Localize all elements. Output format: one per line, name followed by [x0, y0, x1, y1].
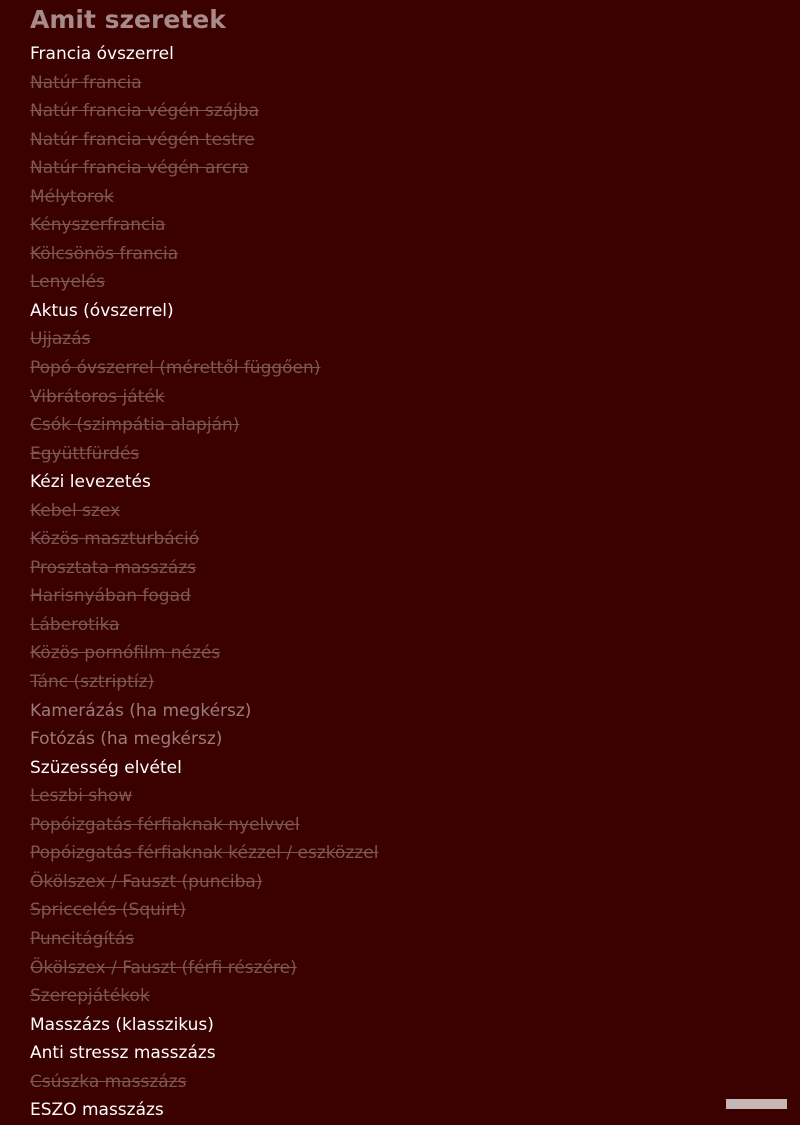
service-item: Mélytorok: [30, 186, 114, 207]
service-item: Szüzesség elvétel: [30, 757, 182, 778]
service-item: Láberotika: [30, 614, 120, 635]
service-item: Kézi levezetés: [30, 472, 151, 493]
service-item: Kamerázás (ha megkérsz): [30, 700, 252, 721]
service-item: Natúr francia végén testre: [30, 129, 255, 150]
service-item: Szerepjátékok: [30, 986, 150, 1007]
service-item: Popóizgatás férfiaknak kézzel / eszközzel: [30, 843, 379, 864]
service-item: Ökölszex / Fauszt (punciba): [30, 871, 263, 892]
service-item: Vibrátoros játék: [30, 386, 165, 407]
service-item: Natúr francia végén szájba: [30, 101, 260, 122]
service-item: Popóizgatás férfiaknak nyelvvel: [30, 814, 300, 835]
service-item: Prosztata masszázs: [30, 557, 197, 578]
service-item: Spriccelés (Squirt): [30, 900, 186, 921]
service-item: Csúszka masszázs: [30, 1071, 187, 1092]
section-title: Amit szeretek: [30, 5, 226, 34]
service-item: Aktus (óvszerrel): [30, 300, 174, 321]
service-item: Anti stressz masszázs: [30, 1043, 216, 1064]
service-item: Harisnyában fogad: [30, 586, 191, 607]
service-item: Masszázs (klasszikus): [30, 1014, 214, 1035]
service-item: Ujjazás: [30, 329, 91, 350]
service-item: Kebel szex: [30, 500, 121, 521]
service-item: Csók (szimpátia alapján): [30, 415, 240, 436]
service-item: ESZO masszázs: [30, 1100, 164, 1121]
service-item: Közös pornófilm nézés: [30, 643, 221, 664]
service-item: Kölcsönös francia: [30, 243, 179, 264]
service-item: Kényszerfrancia: [30, 215, 166, 236]
service-item: Tánc (sztriptíz): [30, 672, 155, 693]
service-item: Együttfürdés: [30, 443, 140, 464]
service-item: Fotózás (ha megkérsz): [30, 729, 223, 750]
service-item: Közös maszturbáció: [30, 529, 200, 550]
scroll-to-top-button[interactable]: [726, 1099, 787, 1109]
service-item: Francia óvszerrel: [30, 44, 174, 64]
services-section: [30, 0, 790, 1125]
service-item: Natúr francia: [30, 72, 142, 93]
service-item: Lenyelés: [30, 272, 105, 293]
service-item: Natúr francia végén arcra: [30, 158, 249, 179]
services-list: [30, 40, 790, 1125]
service-item: Popó óvszerrel (mérettől függően): [30, 358, 321, 379]
service-item: Puncitágítás: [30, 928, 135, 949]
service-item: Ökölszex / Fauszt (férfi részére): [30, 957, 297, 978]
service-item: Leszbi show: [30, 786, 133, 807]
